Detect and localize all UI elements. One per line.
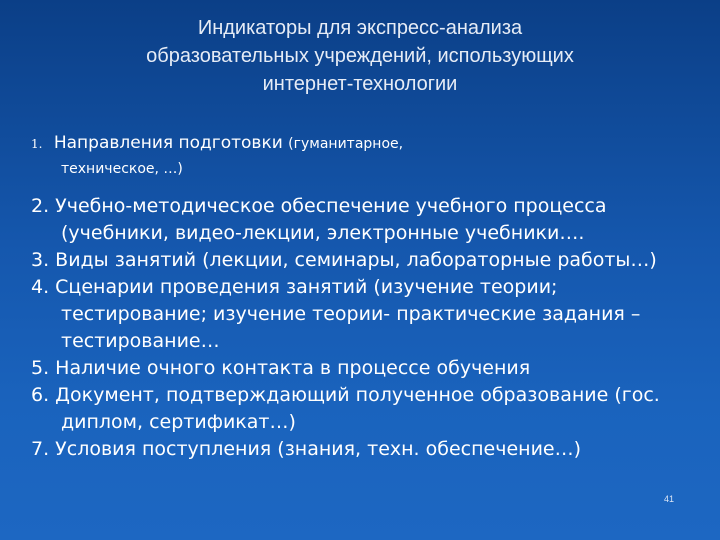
title-line-3: интернет-технологии [262, 73, 458, 95]
slide-title [60, 14, 660, 98]
title-line-1: Индикаторы для экспресс-анализа [197, 17, 523, 39]
list-item-2: 2. Учебно-методическое обеспечение учебного процесса (учебники, видео-лекции, электронные учебники…. [31, 195, 607, 244]
item-text-paren: (гуманитарное, [288, 136, 404, 152]
list-item-5: 5. Наличие очного контакта в процессе обучения [31, 357, 531, 379]
list-item-1 [31, 131, 691, 181]
item-number: 1. [31, 137, 43, 151]
item-text: Направления подготовки [53, 133, 283, 153]
item-text-cont: техническое, …) [61, 161, 183, 177]
list-item-7: 7. Условия поступления (знания, техн. обеспечение…) [31, 438, 582, 460]
list-item-6: 6. Документ, подтверждающий полученное образование (гос. диплом, сертификат…) [31, 384, 660, 433]
indicator-list [31, 131, 691, 463]
list-item-4: 4. Сценарии проведения занятий (изучение теории; тестирование; изучение теории- практические задания – тестирование… [31, 276, 641, 352]
page-number: 41 [664, 494, 675, 504]
list-item-3: 3. Виды занятий (лекции, семинары, лабораторные работы…) [31, 249, 657, 271]
title-line-2: образовательных учреждений, использующих [146, 45, 574, 67]
